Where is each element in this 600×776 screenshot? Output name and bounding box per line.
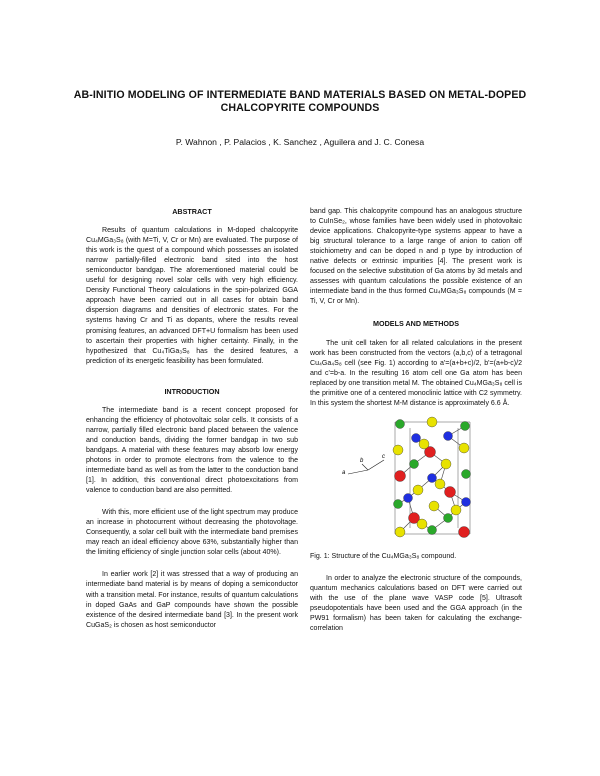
- gallium-atom: [410, 459, 419, 468]
- b-axis-label: b: [360, 457, 364, 464]
- introduction-heading: INTRODUCTION: [164, 386, 220, 396]
- a-axis-label: a: [342, 469, 346, 476]
- continued-paragraph: band gap. This chalcopyrite compound has an analogous structure to CuInSe₂, whose families have been widely used in photovoltaic device applications. Chalcopyrite-type systems appear to have a big structural tolerance to a large range of anion to cation off stoichiometry and can be doped n and p type by introduction of native defects or extrinsic impurities [4]. The present work is focused on the selective substitution of Ga atoms by 3d metals and assesses with quantum calculations the possible existence of an intermediate band in the thus formed Cu₄MGa₃S₈ compounds (M = Ti, V, Cr or Mn).: [310, 208, 522, 306]
- sulfur-atom: [413, 485, 423, 495]
- gallium-atom: [428, 525, 437, 534]
- gallium-atom: [462, 469, 471, 478]
- abstract-heading: ABSTRACT: [172, 207, 212, 216]
- copper-atom: [444, 431, 453, 440]
- methods-paragraph-1: The unit cell taken for all related calculations in the present work has been constructed from the vectors (a,b,c) of a tetragonal Cu₄Ga₄S₈ cell (see Fig. 1) according to a'=(a+b+c)/2, b'=(a+b-c)/2 and c'=b-a. In the resulting 16 atom cell one Ga atom has been replaced by one transition metal M. The obtained Cu₄MGa₃S₈ cell is the primitive one of a centered monoclinic lattice with C2 symmetry. In this system the shortest M-M distance is approximately 6.6 Å.: [310, 339, 522, 407]
- copper-atom: [404, 493, 413, 502]
- sulfur-atom: [459, 443, 469, 453]
- sulfur-atom: [417, 519, 427, 529]
- left-column: [86, 207, 298, 631]
- abstract-text: Results of quantum calculations in M-doped chalcopyrite Cu₄MGa₃S₈ (with M=Ti, V, Cr or Mn) are evaluated. The purpose of this work is the quest of a compound which possesses an isolated narrow partially-filled electronic band sited into the host semiconductor bandgap. The aforementioned material could be useful for designing novel solar cells with very high efficiency. Density Functional Theory calculations in the spin-polarized GGA approach have been carried out in all cases for obtain band dispersion diagrams and densities of electronic states. For the systems having Cr and Ti as dopants, where the results reveal promising features, an advanced DFT+U formalism has been used to ascertain their properties with higher certainty. Finally, in the hypothesized that Cu₄TiGa₃S₈ has the desired features, a prediction of its energetic feasibility has been formulated.: [86, 227, 298, 365]
- sulfur-atom: [435, 479, 445, 489]
- copper-atom: [412, 433, 421, 442]
- crystal-structure-diagram: [340, 414, 490, 542]
- author-list: P. Wahnon , P. Palacios , K. Sanchez , Aguilera and J. C. Conesa: [175, 137, 425, 147]
- sulfur-atom: [427, 417, 437, 427]
- sulfur-atom: [441, 459, 451, 469]
- metal-atom: [445, 486, 456, 497]
- copper-atom: [428, 473, 437, 482]
- c-axis-label: c: [382, 453, 385, 460]
- right-column: [310, 207, 522, 634]
- intro-paragraph-2: With this, more efficient use of the light spectrum may produce an increase in photocurrent without decreasing the photovoltage. Consequently, a solar cell built with the intermediate band premises may reach an ideal efficiency above 63%, substantially higher than the limiting efficiency of single junction solar cells (about 40%).: [86, 509, 298, 557]
- intro-paragraph-1: The intermediate band is a recent concept proposed for enhancing the efficiency of photovoltaic solar cells. It consists of a narrow, partially filled electronic band placed between the valence and conduction bands, dividing the former bandgap in two sub bandgaps. A material with these features may absorb low energy photons in order to promote electrons from the valence to the intermediate band as well as from the latter to the conduction band [1]. In addition, this conventional direct photoexcitations from valence to conduction band are also permitted.: [86, 406, 298, 495]
- figure-caption: Fig. 1: Structure of the Cu₄MGa₃S₈ compound.: [310, 552, 457, 560]
- c-axis-arrow: [368, 460, 384, 470]
- metal-atom: [459, 526, 470, 537]
- paper-title: AB-INITIO MODELING OF INTERMEDIATE BAND MATERIALS BASED ON METAL-DOPED CHALCOPYRITE COMPOUNDS: [73, 89, 527, 114]
- metal-atom: [395, 470, 406, 481]
- gallium-atom: [396, 419, 405, 428]
- a-axis-arrow: [348, 470, 368, 474]
- gallium-atom: [444, 513, 453, 522]
- gallium-atom: [394, 499, 403, 508]
- intro-paragraph-3: In earlier work [2] it was stressed that a way of producing an intermediate band material is by means of doping a semiconductor with a transition metal. For instance, results of quantum calculations in doped GaAs and GaP compounds have shown the possible existence of the desired intermediate band [3]. In the present work CuGaS₂ is chosen as host semiconductor: [86, 571, 298, 629]
- crystal-structure-figure: [310, 414, 522, 544]
- sulfur-atom: [419, 439, 429, 449]
- sulfur-atom: [451, 505, 461, 515]
- sulfur-atom: [395, 527, 405, 537]
- b-axis-arrow: [362, 464, 368, 470]
- methods-paragraph-2: In order to analyze the electronic structure of the compounds, quantum mechanics calculations based on DFT were carried out with the use of the plane wave VASP code [5]. Ultrasoft pseudopotentials have been used and the GGA approach (in the PW91 formalism) has been taken for calculating the exchange-correlation: [310, 574, 522, 633]
- gallium-atom: [461, 421, 470, 430]
- copper-atom: [462, 497, 471, 506]
- methods-heading: MODELS AND METHODS: [373, 319, 459, 329]
- sulfur-atom: [429, 501, 439, 511]
- sulfur-atom: [393, 445, 403, 455]
